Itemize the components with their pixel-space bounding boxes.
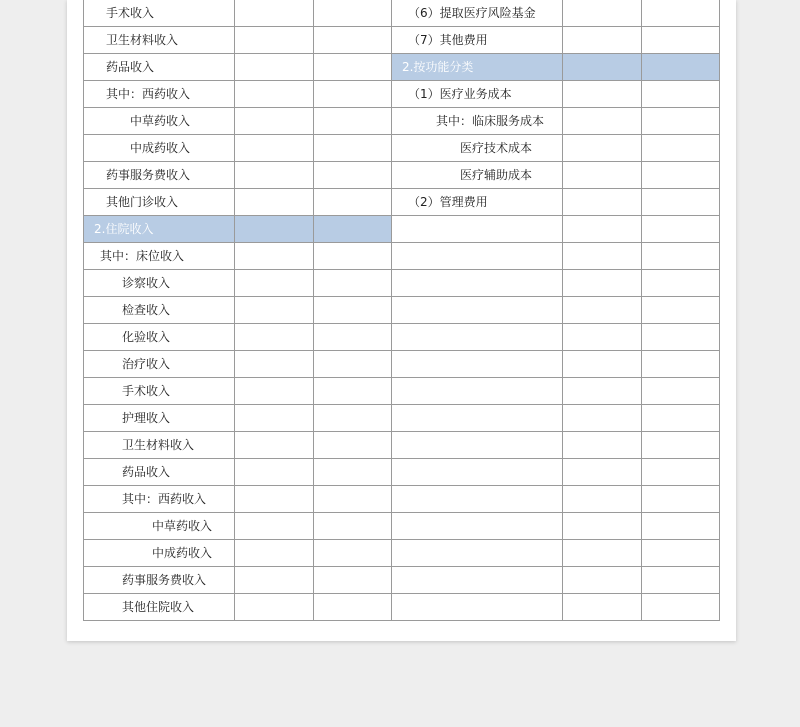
row-label-left[interactable]: 中草药收入	[84, 513, 235, 540]
value-cell[interactable]	[641, 351, 719, 378]
table-row	[84, 189, 720, 216]
value-cell[interactable]	[313, 0, 391, 27]
value-cell[interactable]	[641, 540, 719, 567]
spreadsheet-page	[67, 0, 736, 641]
empty-cell[interactable]	[391, 324, 563, 351]
table-row	[84, 378, 720, 405]
row-label-left[interactable]: 药事服务费收入	[84, 162, 235, 189]
table-row	[84, 216, 720, 243]
value-cell[interactable]	[235, 594, 313, 621]
row-label-left[interactable]: 手术收入	[84, 378, 235, 405]
value-cell[interactable]	[641, 216, 719, 243]
value-cell[interactable]	[641, 189, 719, 216]
value-cell[interactable]	[563, 108, 641, 135]
value-cell[interactable]	[313, 378, 391, 405]
row-label-right[interactable]: 医疗技术成本	[391, 135, 563, 162]
row-label-left[interactable]: 其他住院收入	[84, 594, 235, 621]
value-cell[interactable]	[563, 351, 641, 378]
value-cell[interactable]	[641, 108, 719, 135]
table-row	[84, 0, 720, 27]
row-label-left[interactable]: 其中：床位收入	[84, 243, 235, 270]
row-label-left[interactable]: 其中：西药收入	[84, 486, 235, 513]
table-row	[84, 297, 720, 324]
value-cell[interactable]	[641, 270, 719, 297]
row-label-left[interactable]: 其中：西药收入	[84, 81, 235, 108]
value-cell[interactable]	[235, 432, 313, 459]
value-cell[interactable]	[313, 243, 391, 270]
row-label-left[interactable]: 化验收入	[84, 324, 235, 351]
table-row	[84, 486, 720, 513]
value-cell[interactable]	[235, 567, 313, 594]
value-cell[interactable]	[563, 0, 641, 27]
value-cell[interactable]	[641, 297, 719, 324]
value-cell[interactable]	[313, 567, 391, 594]
row-label-left[interactable]: 中草药收入	[84, 108, 235, 135]
value-cell[interactable]	[235, 378, 313, 405]
table-row	[84, 405, 720, 432]
value-cell[interactable]	[235, 135, 313, 162]
value-cell[interactable]	[641, 567, 719, 594]
table-row	[84, 459, 720, 486]
value-cell[interactable]	[563, 135, 641, 162]
value-cell[interactable]	[235, 351, 313, 378]
empty-cell[interactable]	[391, 513, 563, 540]
value-cell[interactable]	[313, 459, 391, 486]
empty-cell[interactable]	[391, 405, 563, 432]
table-row	[84, 432, 720, 459]
table-row	[84, 513, 720, 540]
empty-cell[interactable]	[391, 594, 563, 621]
row-label-left[interactable]: 护理收入	[84, 405, 235, 432]
row-label-right[interactable]: （6）提取医疗风险基金	[391, 0, 563, 27]
empty-cell[interactable]	[391, 567, 563, 594]
table-row	[84, 135, 720, 162]
value-cell[interactable]	[235, 243, 313, 270]
value-cell[interactable]	[313, 540, 391, 567]
table-row	[84, 108, 720, 135]
empty-cell[interactable]	[391, 216, 563, 243]
value-cell[interactable]	[641, 0, 719, 27]
value-cell[interactable]	[641, 378, 719, 405]
value-cell[interactable]	[313, 270, 391, 297]
row-label-right[interactable]: （7）其他费用	[391, 27, 563, 54]
value-cell[interactable]	[313, 297, 391, 324]
value-cell[interactable]	[313, 189, 391, 216]
report-table	[83, 0, 720, 621]
row-label-left[interactable]: 中成药收入	[84, 135, 235, 162]
row-label-left[interactable]: 诊察收入	[84, 270, 235, 297]
row-label-left[interactable]: 卫生材料收入	[84, 432, 235, 459]
section-header-left[interactable]: 2.住院收入	[84, 216, 235, 243]
empty-cell[interactable]	[391, 270, 563, 297]
table-row	[84, 567, 720, 594]
table-row	[84, 324, 720, 351]
value-cell[interactable]	[641, 81, 719, 108]
value-cell[interactable]	[313, 135, 391, 162]
value-cell[interactable]	[641, 27, 719, 54]
value-cell[interactable]	[235, 81, 313, 108]
table-row	[84, 351, 720, 378]
value-cell[interactable]	[563, 27, 641, 54]
value-cell[interactable]	[563, 432, 641, 459]
value-cell[interactable]	[313, 81, 391, 108]
value-cell[interactable]	[313, 513, 391, 540]
value-cell[interactable]	[563, 378, 641, 405]
value-cell[interactable]	[235, 297, 313, 324]
value-cell[interactable]	[563, 189, 641, 216]
value-cell[interactable]	[563, 162, 641, 189]
section-header-right[interactable]: 2.按功能分类	[391, 54, 563, 81]
table-row	[84, 594, 720, 621]
row-label-left[interactable]: 治疗收入	[84, 351, 235, 378]
value-cell[interactable]	[641, 162, 719, 189]
value-cell[interactable]	[313, 216, 391, 243]
value-cell[interactable]	[235, 0, 313, 27]
value-cell[interactable]	[563, 486, 641, 513]
row-label-right[interactable]: 医疗辅助成本	[391, 162, 563, 189]
value-cell[interactable]	[563, 459, 641, 486]
value-cell[interactable]	[313, 162, 391, 189]
value-cell[interactable]	[563, 243, 641, 270]
empty-cell[interactable]	[391, 486, 563, 513]
row-label-left[interactable]: 药品收入	[84, 459, 235, 486]
value-cell[interactable]	[235, 405, 313, 432]
value-cell[interactable]	[563, 324, 641, 351]
value-cell[interactable]	[641, 135, 719, 162]
value-cell[interactable]	[313, 54, 391, 81]
value-cell[interactable]	[235, 459, 313, 486]
value-cell[interactable]	[563, 540, 641, 567]
value-cell[interactable]	[235, 27, 313, 54]
table-row	[84, 81, 720, 108]
value-cell[interactable]	[641, 405, 719, 432]
value-cell[interactable]	[563, 405, 641, 432]
value-cell[interactable]	[563, 54, 641, 81]
row-label-left[interactable]: 卫生材料收入	[84, 27, 235, 54]
value-cell[interactable]	[563, 567, 641, 594]
value-cell[interactable]	[563, 270, 641, 297]
value-cell[interactable]	[235, 486, 313, 513]
table-row	[84, 54, 720, 81]
value-cell[interactable]	[313, 432, 391, 459]
value-cell[interactable]	[641, 594, 719, 621]
empty-cell[interactable]	[391, 459, 563, 486]
row-label-right[interactable]: （2）管理费用	[391, 189, 563, 216]
value-cell[interactable]	[563, 594, 641, 621]
table-row	[84, 27, 720, 54]
value-cell[interactable]	[313, 594, 391, 621]
value-cell[interactable]	[641, 432, 719, 459]
value-cell[interactable]	[235, 324, 313, 351]
value-cell[interactable]	[235, 108, 313, 135]
value-cell[interactable]	[563, 216, 641, 243]
row-label-left[interactable]: 药事服务费收入	[84, 567, 235, 594]
table-row	[84, 270, 720, 297]
value-cell[interactable]	[235, 270, 313, 297]
table-row	[84, 243, 720, 270]
value-cell[interactable]	[313, 324, 391, 351]
empty-cell[interactable]	[391, 378, 563, 405]
value-cell[interactable]	[641, 243, 719, 270]
row-label-left[interactable]: 手术收入	[84, 0, 235, 27]
row-label-left[interactable]: 检查收入	[84, 297, 235, 324]
value-cell[interactable]	[235, 162, 313, 189]
value-cell[interactable]	[641, 54, 719, 81]
value-cell[interactable]	[641, 459, 719, 486]
empty-cell[interactable]	[391, 540, 563, 567]
value-cell[interactable]	[563, 513, 641, 540]
value-cell[interactable]	[313, 27, 391, 54]
value-cell[interactable]	[313, 486, 391, 513]
value-cell[interactable]	[641, 324, 719, 351]
value-cell[interactable]	[563, 81, 641, 108]
value-cell[interactable]	[313, 405, 391, 432]
value-cell[interactable]	[641, 513, 719, 540]
value-cell[interactable]	[235, 513, 313, 540]
row-label-right[interactable]: （1）医疗业务成本	[391, 81, 563, 108]
empty-cell[interactable]	[391, 297, 563, 324]
row-label-left[interactable]: 中成药收入	[84, 540, 235, 567]
empty-cell[interactable]	[391, 243, 563, 270]
table-row	[84, 540, 720, 567]
value-cell[interactable]	[641, 486, 719, 513]
table-row	[84, 162, 720, 189]
value-cell[interactable]	[313, 351, 391, 378]
value-cell[interactable]	[235, 54, 313, 81]
value-cell[interactable]	[235, 540, 313, 567]
value-cell[interactable]	[313, 108, 391, 135]
empty-cell[interactable]	[391, 351, 563, 378]
row-label-right[interactable]: 其中：临床服务成本	[391, 108, 563, 135]
value-cell[interactable]	[235, 189, 313, 216]
row-label-left[interactable]: 其他门诊收入	[84, 189, 235, 216]
value-cell[interactable]	[563, 297, 641, 324]
value-cell[interactable]	[235, 216, 313, 243]
empty-cell[interactable]	[391, 432, 563, 459]
row-label-left[interactable]: 药品收入	[84, 54, 235, 81]
